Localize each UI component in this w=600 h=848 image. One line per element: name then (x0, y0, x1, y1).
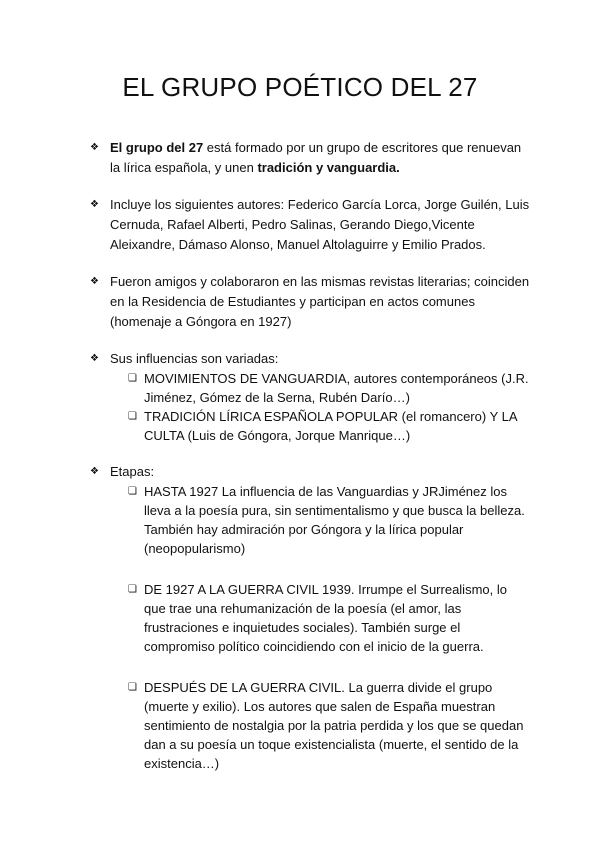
item-text: Sus influencias son variadas: (110, 351, 279, 366)
sub-list-item: ❏ DE 1927 A LA GUERRA CIVIL 1939. Irrumpe el Surrealismo, lo que trae una rehumanización de la poesía (el amor, las frustraciones e inquietudes sociales). También surge el compromiso político coincidiendo con el inicio de la guerra. (128, 582, 507, 654)
sub-list (110, 482, 530, 773)
list-item-etapas (90, 462, 530, 773)
item-text: Fueron amigos y colaboraron en las mismas revistas literarias; coinciden en la Residencia de Estudiantes y participan en actos comunes (homenaje a Góngora en 1927) (110, 274, 530, 329)
sub-list-item: ❏ TRADICIÓN LÍRICA ESPAÑOLA POPULAR (el romancero) Y LA CULTA (Luis de Góngora, Jorque Manrique…) (128, 409, 517, 443)
sub-list-item: ❏ HASTA 1927 La influencia de las Vanguardias y JRJiménez los lleva a la poesía pura, sin sentimentalismo y que busca la belleza. También hay admiración por Góngora y la lírica popular (neopopularismo) (128, 484, 525, 556)
item-text: El grupo del 27 está formado por un grupo de escritores que renuevan la lírica española, y unen tradición y vanguardia. (110, 140, 522, 175)
list-item-influencias (90, 349, 530, 445)
list-item-grupo (90, 138, 530, 178)
list-item-autores (90, 195, 530, 255)
diamond-bullet-icon: ❖ (90, 142, 99, 153)
list-item-amigos (90, 272, 530, 332)
sub-list-item: ❏ MOVIMIENTOS DE VANGUARDIA, autores contemporáneos (J.R. Jiménez, Gómez de la Serna, Rubén Darío…) (128, 371, 529, 405)
square-bullet-icon: ❏ (128, 682, 137, 693)
square-bullet-icon: ❏ (128, 373, 137, 384)
item-text: Incluye los siguientes autores: Federico García Lorca, Jorge Guilén, Luis Cernuda, Rafael Alberti, Pedro Salinas, Gerando Diego,Vicente Aleixandre, Dámaso Alonso, Manuel Altolaguirre y Emilio Prados. (110, 197, 530, 252)
diamond-bullet-icon: ❖ (90, 353, 99, 364)
square-bullet-icon: ❏ (128, 411, 137, 422)
bold-lead: El grupo del 27 (110, 140, 204, 155)
sub-list-item: ❏ DESPUÉS DE LA GUERRA CIVIL. La guerra divide el grupo (muerte y exilio). Los autores que salen de España muestran sentimiento de nostalgia por la patria perdida y los que se quedan dan a su poesía un toque existencialista (muerte, el sentido de la existencia…) (128, 680, 524, 771)
sub-list (110, 369, 530, 445)
page-title: EL GRUPO POÉTICO DEL 27 (122, 72, 478, 102)
item-text: Etapas: (110, 464, 155, 479)
bullet-list (90, 138, 530, 790)
square-bullet-icon: ❏ (128, 584, 137, 595)
square-bullet-icon: ❏ (128, 486, 137, 497)
bold-phrase: tradición y vanguardia. (257, 160, 400, 175)
diamond-bullet-icon: ❖ (90, 199, 99, 210)
diamond-bullet-icon: ❖ (90, 276, 99, 287)
diamond-bullet-icon: ❖ (90, 466, 99, 477)
